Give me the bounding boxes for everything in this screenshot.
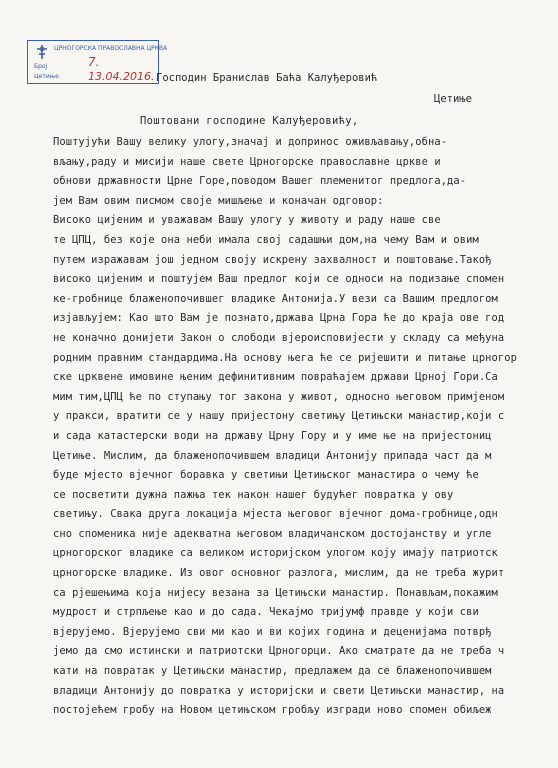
body-line: у пракси, вратити се у нашу пријестону светињу Цетињски манастир,који с <box>53 410 505 423</box>
body-line: ске црквене имовине њеним дефинитивним повраћајем држави Црној Гори.Са <box>53 371 498 384</box>
church-crest-icon <box>34 44 50 60</box>
body-line: Поштујући Вашу велику улогу,значај и допринос оживљавању,обна- <box>53 136 448 148</box>
stamp-number-value: 7. <box>88 55 100 69</box>
body-line: владици Антонију до повратка у историјски и свети Цетињски манастир, на <box>53 684 505 697</box>
body-line: буде мјесто вјечног боравка у светињи Цетињског манастира о чему ће <box>53 469 479 482</box>
stamp-org-name: ЦРНОГОРСКА ПРАВОСЛАВНА ЦРКВА <box>54 45 168 52</box>
body-line: не коначно донијети Закон о слободи вјероисповијести у складу са међуна <box>53 331 505 344</box>
body-line: Цетиње. Мислим, да блаженопочившем владици Антонију припада част да м <box>53 449 492 462</box>
body-line: светињу. Свака друга локација мјеста његовог вјечног дома-гробнице,одн <box>53 508 498 521</box>
body-line: црногорског владике са великом историјском улогом коју имају патриотск <box>53 547 498 560</box>
recipient-line: Господин Бранислав Баћа Калуђеровић <box>156 72 378 84</box>
body-line: те ЦПЦ, без које она неби имала свој садашњи дом,на чему Вам и овим <box>53 233 479 246</box>
body-line: изјављујем: Као што Вам је познато,држава Црна Гора ће до краја ове год <box>53 312 505 325</box>
body-line: мудрост и стрпљење као и до сада. Чекајмо тријумф правде у који сви <box>53 606 479 619</box>
body-line: Високо цијеним и уважавам Вашу улогу у животу и раду наше све <box>53 214 441 227</box>
stamp-number-label: Број <box>34 63 48 70</box>
body-line: и сада катастерски води на државу Црну Гору и у име ње на пријестониц <box>53 429 492 442</box>
body-line: ке-гробнице блаженопочившег владике Антонија.У вези са Вашим предлогом <box>53 292 498 305</box>
salutation: Поштовани господине Калуђеровићу, <box>140 115 359 127</box>
body-line: мим тим,ЦПЦ ће по ступању тог закона у живот, односно његовом примјеном <box>53 390 505 403</box>
body-line: вјерујемо. Вјерујемо сви ми као и ви којих година и деценијама потврђ <box>53 625 492 638</box>
body-line: сно споменика није адекватна његовом владичанском достојанству и угле <box>53 527 492 540</box>
body-line: родним правним стандардима.На основу њега ће се ријешити и питање црногор <box>53 351 517 364</box>
body-line: се посветити дужна пажња тек након нашег будућег повратка у ову <box>53 488 454 501</box>
body-line: путем изражавам још једном своју искрену захвалност и поштовање.Такођ <box>53 253 492 266</box>
stamp-city-label: Цетиње <box>34 73 59 80</box>
body-line: јем Вам овим писмом своје мишљење и коначан одговор: <box>53 194 384 207</box>
registry-stamp <box>27 40 168 84</box>
body-line: постојећем гробу на Новом цетињском гробљу изгради ново спомен обиљеж <box>53 704 492 717</box>
body-line: јемо да смо истински и патриотски Црногорци. Ако сматрате да не треба ч <box>53 645 505 658</box>
stamp-date-value: 13.04.2016. <box>88 70 155 83</box>
body-line: црногорске владике. Из овог основног разлога, мислим, да не треба журит <box>53 567 505 580</box>
letter-body <box>53 133 517 721</box>
recipient-city: Цетиње <box>434 93 472 105</box>
body-line: високо цијеним и поштујем Ваш предлог који се односи на подизање спомен <box>53 273 505 286</box>
body-line: кати на повратак у Цетињски манастир, предлажем да се блаженопочившем <box>53 665 492 678</box>
body-line: вљању,раду и мисији наше свете Црногорске православне цркве и <box>53 155 441 168</box>
body-line: обнови државности Црне Горе,поводом Вашег племенитог предлога,да- <box>53 175 467 188</box>
body-line: са рјешењима која нијесу везана за Цетињски манастир. Понављам,покажим <box>53 586 498 599</box>
